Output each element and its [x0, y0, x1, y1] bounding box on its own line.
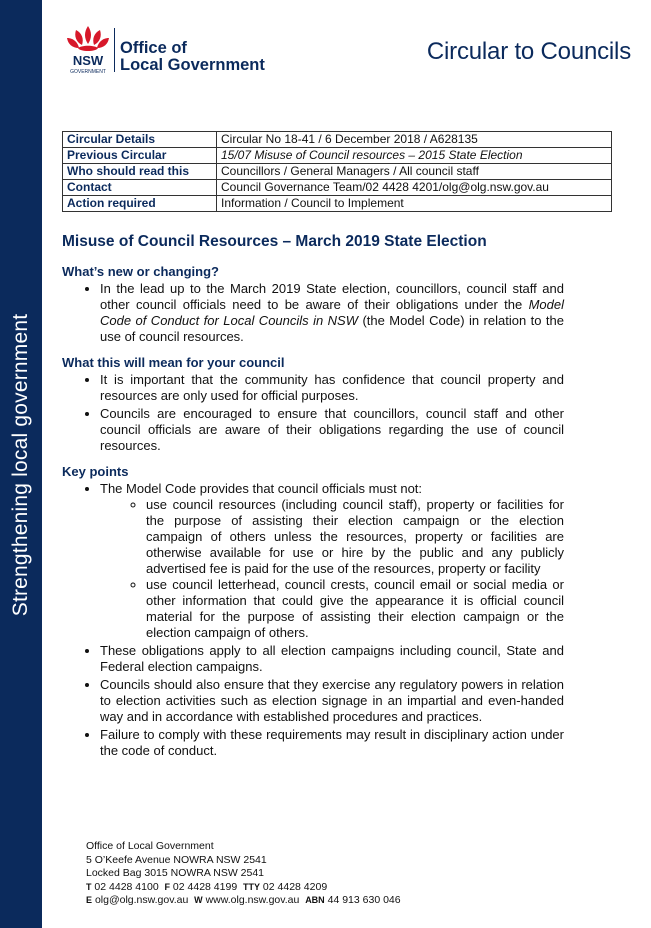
section-heading: What’s new or changing? — [62, 264, 219, 279]
list-item: • The Model Code provides that council officials must not: ◦ use council resources (including council staff), property or facilities for the purpose of assisting their election campaign or the election campaign of others unless the resources, property or facilities are otherwise available for use or hire by the public and any publicly advertised fee is paid for the use of the resources, property or facility ◦ use council letterhead, council crests, council email or social media or other information that could give the appearance it is official council material for the purpose of assisting their election campaign or the election campaign of others. — [100, 481, 564, 641]
section-heading: What this will mean for your council — [62, 355, 285, 370]
footer-org: Office of Local Government — [86, 840, 214, 852]
footer-web: E olg@olg.nsw.gov.au W www.olg.nsw.gov.au ABN 44 913 630 046 — [86, 894, 401, 907]
list-item: • Councils are encouraged to ensure that councillors, council staff and other council officials are aware of their obligations regarding the use of council resources. — [100, 406, 564, 454]
sidebar-band — [0, 0, 42, 928]
document-title: Circular to Councils — [426, 38, 631, 65]
list-item: • Councils should also ensure that they exercise any regulatory powers in relation to election activities such as election signage in an impartial and even-handed way and in accordance with established procedures and practices. — [100, 677, 564, 725]
logo-divider — [114, 28, 115, 72]
details-value: Councillors / General Managers / All council staff — [217, 164, 612, 180]
details-key: Contact — [63, 180, 217, 196]
list-item: • Failure to comply with these requirements may result in disciplinary action under the code of conduct. — [100, 727, 564, 759]
circular-details-table — [62, 131, 612, 212]
table-row — [63, 132, 612, 148]
details-value: Circular No 18-41 / 6 December 2018 / A628135 — [217, 132, 612, 148]
table-row — [63, 180, 612, 196]
list-item: • In the lead up to the March 2019 State election, councillors, council staff and other council officials need to be aware of their obligations under the Model Code of Conduct for Local Councils in NSW (the Model Code) in relation to the use of council resources. — [100, 281, 564, 345]
footer-postal: Locked Bag 3015 NOWRA NSW 2541 — [86, 867, 265, 880]
logo-text: Office of Local Government — [120, 39, 265, 74]
details-value: 15/07 Misuse of Council resources – 2015 State Election — [217, 148, 612, 164]
footer-email-link[interactable]: olg@olg.nsw.gov.au — [94, 894, 189, 907]
waratah-icon — [62, 24, 114, 76]
section-what-this-means — [62, 355, 564, 454]
section-key-points — [62, 464, 564, 759]
nsw-logo — [62, 24, 302, 76]
footer-phones: T 02 4428 4100 F 02 4428 4199 TTY 02 4428 4209 — [86, 880, 328, 893]
details-value: Information / Council to Implement — [217, 196, 612, 212]
sub-list-item: ◦ use council resources (including council staff), property or facilities for the purpose of assisting their election campaign or the election campaign of others unless the resources, property or facilities are otherwise available for use or hire by the public and any publicly advertised fee is paid for the use of the resources, property or facility — [146, 497, 564, 577]
table-row — [63, 164, 612, 180]
details-key: Action required — [63, 196, 217, 212]
details-key: Previous Circular — [63, 148, 217, 164]
footer-contact — [86, 840, 401, 908]
footer-website-link[interactable]: www.olg.nsw.gov.au — [205, 894, 300, 907]
section-heading: Key points — [62, 464, 129, 479]
details-value: Council Governance Team/02 4428 4201/olg@olg.nsw.gov.au — [217, 180, 612, 196]
details-key: Circular Details — [63, 132, 217, 148]
list-item: • These obligations apply to all election campaigns including council, State and Federal election campaigns. — [100, 643, 564, 675]
circular-body — [62, 234, 564, 769]
footer-address: 5 O’Keefe Avenue NOWRA NSW 2541 — [86, 853, 267, 866]
sub-list-item: ◦ use council letterhead, council crests, council email or social media or other information that could give the appearance it is official council material for the purpose of assisting their election campaign or the election campaign of others. — [146, 577, 564, 641]
body-title: Misuse of Council Resources – March 2019 State Election — [62, 233, 487, 250]
table-row — [63, 148, 612, 164]
sidebar-tagline: Strengthening local government — [9, 313, 32, 617]
svg-text:NSW: NSW — [72, 53, 104, 68]
details-key: Who should read this — [63, 164, 217, 180]
section-whats-new — [62, 264, 564, 345]
list-item: • It is important that the community has confidence that council property and resources are only used for official purposes. — [100, 372, 564, 404]
table-row — [63, 196, 612, 212]
svg-text:GOVERNMENT: GOVERNMENT — [70, 69, 106, 75]
